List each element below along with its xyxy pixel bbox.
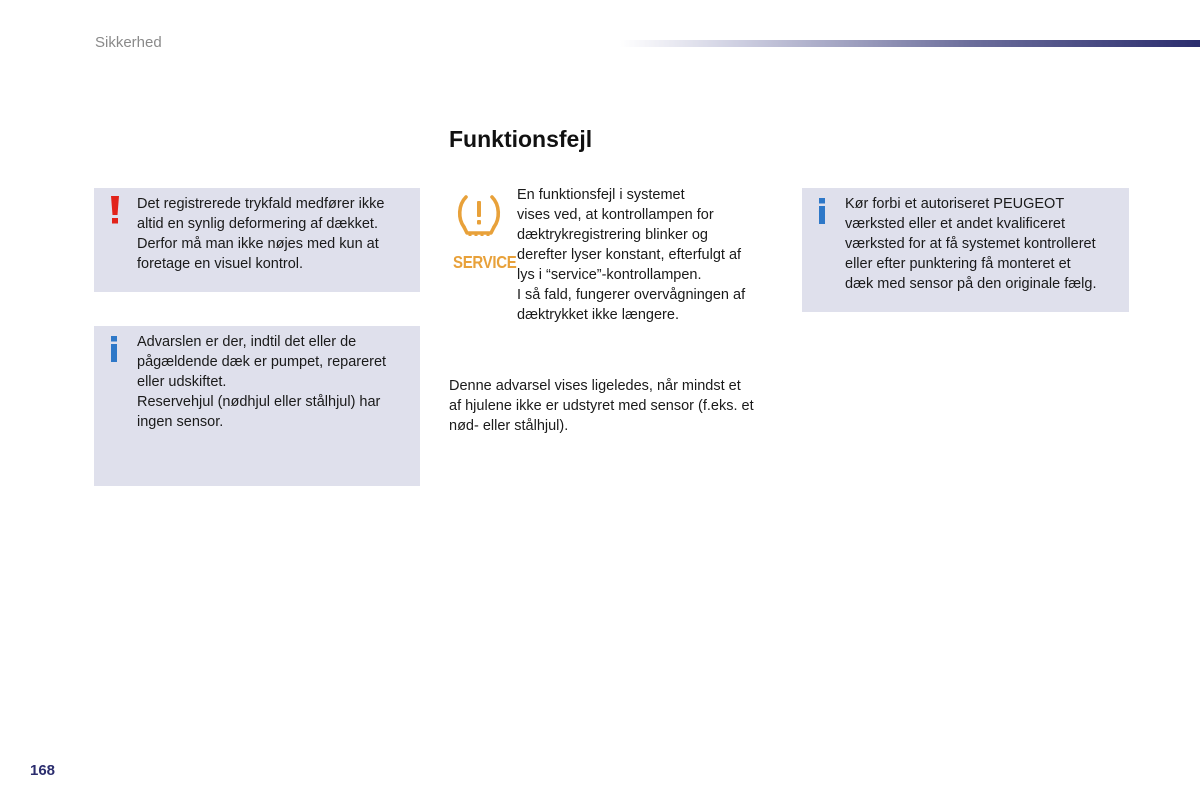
section-title: Funktionsfejl bbox=[449, 126, 593, 152]
info-note-box-right bbox=[802, 188, 1129, 312]
info-icon bbox=[817, 198, 827, 224]
running-header-section: Sikkerhed bbox=[95, 34, 162, 51]
additional-warning-note: Denne advarsel vises ligeledes, når mindst et af hjulene ikke er udstyret med sensor (f.eks. et nød- eller stålhjul). bbox=[449, 378, 754, 434]
warning-note-box bbox=[94, 188, 420, 292]
page-number: 168 bbox=[30, 762, 56, 779]
info-icon bbox=[109, 336, 119, 362]
info-note-text-left: Advarslen er der, indtil det eller de pågældende dæk er pumpet, repareret eller udskiftet. Reservehjul (nødhjul eller stålhjul) har ingen sensor. bbox=[137, 334, 387, 430]
header-gradient-bar bbox=[620, 40, 1200, 47]
malfunction-description: En funktionsfejl i systemet vises ved, at kontrollampen for dæktrykregistrering blinker og derefter lyser konstant, efterfulgt af lys i “service”-kontrollampen. I så fald, fungerer overvågningen af dæktrykket ikke længere. bbox=[517, 187, 746, 323]
exclamation-icon bbox=[110, 196, 120, 224]
warning-note-text: Det registrerede trykfald medfører ikke altid en synlig deformering af dækket. Derfor må man ikke nøjes med kun at foretage en visuel kontrol. bbox=[137, 196, 385, 272]
info-note-box-left bbox=[94, 326, 420, 486]
info-note-text-right: Kør forbi et autoriseret PEUGEOT værksted eller et andet kvalificeret værksted for at få systemet kontrolleret eller efter punktering få monteret et dæk med sensor på den originale fælg. bbox=[845, 196, 1097, 292]
tire-pressure-warning-icon bbox=[456, 193, 502, 237]
service-indicator-label: SERVICE bbox=[453, 253, 517, 273]
